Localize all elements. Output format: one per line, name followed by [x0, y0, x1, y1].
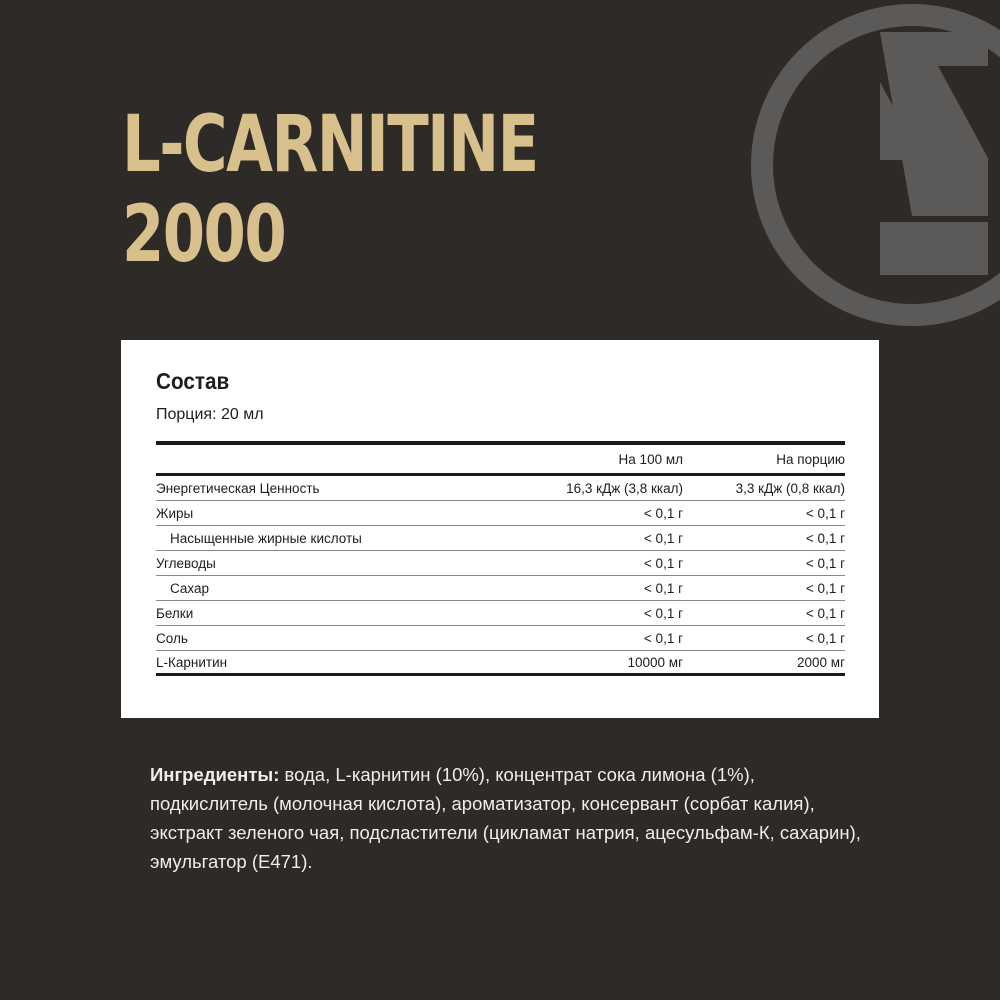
- row-per-serving: < 0,1 г: [805, 605, 845, 621]
- row-per-100: < 0,1 г: [643, 530, 683, 546]
- table-row: [156, 651, 845, 673]
- brand-monogram-icon: [740, 0, 1000, 330]
- row-per-serving: 3,3 кДж (0,8 ккал): [735, 480, 845, 496]
- portion-size: Порция: 20 мл: [156, 406, 264, 423]
- row-per-serving: < 0,1 г: [805, 530, 845, 546]
- table-header-row: [156, 445, 845, 476]
- header-per-100: На 100 мл: [618, 451, 683, 467]
- row-per-100: < 0,1 г: [643, 605, 683, 621]
- row-per-100: < 0,1 г: [643, 580, 683, 596]
- table-row: [156, 501, 845, 526]
- row-per-100: < 0,1 г: [643, 555, 683, 571]
- nutrition-table: [156, 441, 845, 676]
- ingredients-label: Ингредиенты:: [150, 764, 280, 785]
- row-per-serving: < 0,1 г: [805, 505, 845, 521]
- brand-logo: [740, 0, 1000, 330]
- composition-heading: Состав: [156, 368, 230, 394]
- product-title-line2: 2000: [122, 190, 286, 280]
- row-per-100: 16,3 кДж (3,8 ккал): [566, 480, 683, 496]
- composition-panel: [121, 340, 879, 718]
- table-row: [156, 626, 845, 651]
- product-title-line1: L-CARNITINE: [122, 100, 538, 190]
- row-per-serving: < 0,1 г: [805, 580, 845, 596]
- table-row: [156, 576, 845, 601]
- row-per-100: 10000 мг: [627, 654, 683, 670]
- ingredients-list: вода, L-карнитин (10%), концентрат сока лимона (1%), подкислитель (молочная кислота), ароматизатор, консервант (сорбат калия), экстракт зеленого чая, подсластители (цикламат натрия, ацесульфам-К, сахарин), эмульгатор (E471).: [150, 764, 861, 872]
- row-name: Сахар: [170, 580, 210, 596]
- ingredients-text: [150, 760, 870, 876]
- row-per-100: < 0,1 г: [643, 505, 683, 521]
- row-per-serving: < 0,1 г: [805, 630, 845, 646]
- row-name: Белки: [156, 605, 194, 621]
- row-name: Соль: [156, 630, 188, 646]
- row-per-serving: < 0,1 г: [805, 555, 845, 571]
- row-name: Углеводы: [156, 555, 216, 571]
- table-row: [156, 476, 845, 501]
- table-row: [156, 526, 845, 551]
- product-title: [122, 100, 538, 280]
- row-name: L-Карнитин: [156, 654, 228, 670]
- table-row: [156, 601, 845, 626]
- row-per-serving: 2000 мг: [797, 654, 845, 670]
- table-row: [156, 551, 845, 576]
- row-name: Насыщенные жирные кислоты: [170, 530, 362, 546]
- header-per-serving: На порцию: [776, 451, 845, 467]
- row-per-100: < 0,1 г: [643, 630, 683, 646]
- row-name: Энергетическая Ценность: [156, 480, 320, 496]
- row-name: Жиры: [156, 505, 194, 521]
